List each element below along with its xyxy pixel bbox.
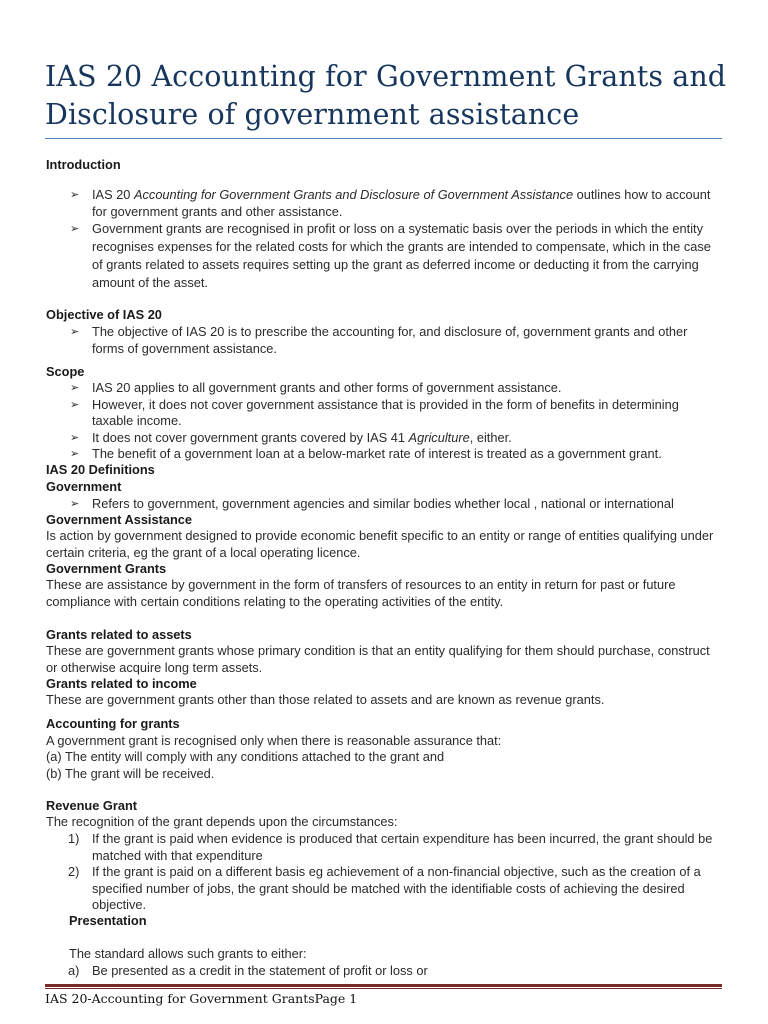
list-item-text: , either. [469,429,512,445]
footer-rule-thin [45,988,722,989]
government-heading: Government [46,479,122,494]
list-number: 2) [68,864,80,879]
standard-title-italic: Accounting for Government Grants and Disclosure of Government Assistance [133,187,574,202]
government-grants-text: These are assistance by government in the form of transfers of resources to an entity in return for past or future compliance with certain conditions relating to the operating activities of the entity. [46,577,676,609]
revenue-grant-intro: The recognition of the grant depends upon the circumstances: [46,814,398,829]
revenue-grant-list [46,831,722,914]
government-grants-heading: Government Grants [46,561,167,576]
introduction-list [46,187,722,292]
list-item: ➢ However, it does not cover government assistance that is provided in the form of benefits in determining taxable income. [46,397,722,430]
list-item-text: IAS 20 [92,187,134,202]
introduction-heading: Introduction [46,157,121,172]
scope-list [46,380,722,463]
page-title: IAS 20 Accounting for Government Grants and Disclosure of government assistance [45,60,727,131]
list-letter: a) [68,963,80,978]
presentation-heading: Presentation [69,913,147,928]
list-item-text: Be presented as a credit in the statement of profit or loss or [92,963,428,978]
list-item: ➢ The benefit of a government loan at a below-market rate of interest is treated as a government grant. [46,446,722,463]
list-item: ➢ The objective of IAS 20 is to prescribe the accounting for, and disclosure of, government grants and other forms of government assistance. [46,324,722,357]
list-item [46,187,722,220]
footer-rule-thick [45,984,722,987]
revenue-grant-heading: Revenue Grant [46,798,138,813]
list-item-text: outlines how to account for government grants and other assistance. [92,187,711,219]
presentation-intro: The standard allows such grants to either: [69,946,307,961]
government-list [46,496,722,513]
list-item [46,963,722,980]
government-assistance-heading: Government Assistance [46,512,193,527]
title-underline [45,138,722,139]
standard-title-italic: Agriculture [408,429,470,445]
grants-assets-text: These are government grants whose primary condition is that an entity qualifying for them should purchase, construct or otherwise acquire long term assets. [46,643,710,675]
list-item: ➢ Government grants are recognised in profit or loss on a systematic basis over the periods in which the entity recognises expenses for the related costs for which the grants are intended to compensate, which in the case of grants related to assets requires setting up the grant as deferred income or deducting it from the carrying amount of the asset. [46,220,722,292]
list-item [46,864,722,914]
page-footer: IAS 20-Accounting for Government GrantsPage 1 [45,991,358,1006]
scope-heading: Scope [46,364,85,379]
list-item: ➢ Refers to government, government agencies and similar bodies whether local , national or international [46,496,722,513]
accounting-line: (b) The grant will be received. [46,766,215,781]
objective-list [46,324,722,357]
government-assistance-text: Is action by government designed to provide economic benefit specific to an entity or range of entities qualifying under certain criteria, eg the grant of a local operating licence. [46,528,714,560]
list-item-text: If the grant is paid when evidence is produced that certain expenditure has been incurred, the grant should be matched with that expenditure [92,831,713,863]
grants-income-heading: Grants related to income [46,676,197,691]
grants-income-text: These are government grants other than those related to assets and are known as revenue grants. [46,692,605,707]
accounting-heading: Accounting for grants [46,716,180,731]
list-item [46,831,722,864]
list-item-text: If the grant is paid on a different basis eg achievement of a non-financial objective, such as the creation of a specified number of jobs, the grant should be matched with the identifiable costs of achieving the desired objective. [92,864,701,912]
list-item: ➢ IAS 20 applies to all government grants and other forms of government assistance. [46,380,722,397]
list-number: 1) [68,831,80,846]
accounting-line: A government grant is recognised only when there is reasonable assurance that: [46,733,502,748]
list-item [46,430,722,447]
list-item-text: It does not cover government grants covered by IAS 41 [92,429,409,445]
grants-assets-heading: Grants related to assets [46,627,192,642]
presentation-list [46,963,722,980]
objective-heading: Objective of IAS 20 [46,307,162,322]
accounting-line: (a) The entity will comply with any conditions attached to the grant and [46,749,445,764]
definitions-heading: IAS 20 Definitions [46,462,155,477]
